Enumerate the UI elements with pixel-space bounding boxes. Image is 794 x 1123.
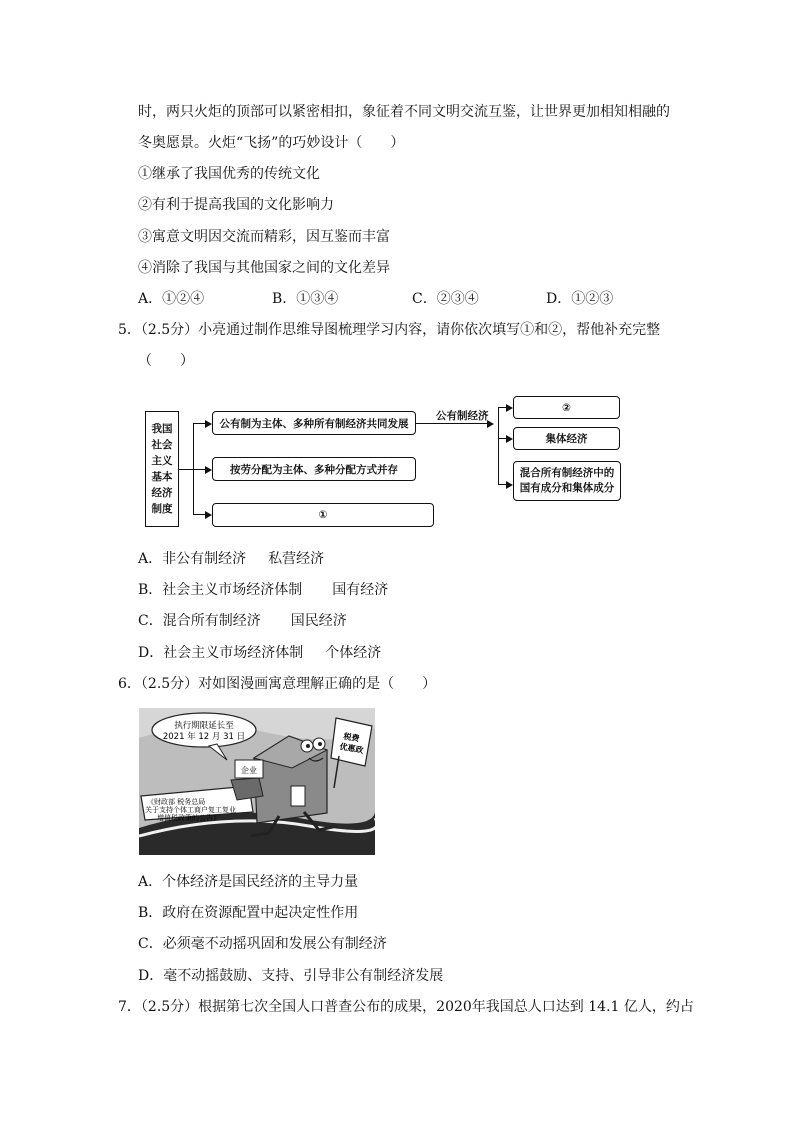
mind-map-root <box>145 411 179 527</box>
cartoon-house-label: 企业 <box>241 766 257 775</box>
arrowhead <box>506 404 513 412</box>
root-char: 我国 <box>151 423 173 435</box>
cartoon-sign-text-2: 优惠政 <box>338 742 365 756</box>
arrowhead <box>487 420 494 428</box>
q5-option-a-label: A．非公有制经济 <box>138 551 247 567</box>
mind-map-diagram <box>144 395 628 535</box>
q5-option-c[interactable] <box>138 611 347 631</box>
arrowhead <box>506 435 513 443</box>
q7-stem: 7．（2.5分）根据第七次全国人口普查公布的成果，2020年我国总人口达到 14.1 亿人，约占 <box>118 999 694 1015</box>
q4-item-2: ②有利于提高我国的文化影响力 <box>138 197 334 213</box>
q4-option-c[interactable]: C．②③④ <box>412 291 479 307</box>
root-char: 经济 <box>151 487 173 499</box>
arrowhead <box>205 420 212 428</box>
q5-option-c-label: C．混合所有制经济 <box>138 613 261 629</box>
q4-item-4: ④消除了我国与其他国家之间的文化差异 <box>138 260 390 276</box>
q6-option-b[interactable]: B．政府在资源配置中起决定性作用 <box>138 905 359 921</box>
sub-mixed-line2: 国有成分和集体成分 <box>519 482 615 494</box>
blank-2-box: ② <box>513 396 620 419</box>
cartoon-bubble-text-2: 2021 年 12 月 31 日 <box>162 732 246 742</box>
blank-1-box: ① <box>212 503 434 527</box>
cartoon-doc-line3: 增值税政策的公告》 <box>157 814 220 822</box>
q4-option-a[interactable]: A．①②④ <box>138 291 205 307</box>
q5-option-b-label: B．社会主义市场经济体制 <box>138 582 303 598</box>
arrow-label-public-economy: 公有制经济 <box>436 410 489 422</box>
connector <box>179 469 193 470</box>
q5-option-c-value: 国民经济 <box>290 613 347 629</box>
q6-option-c[interactable]: C．必须毫不动摇巩固和发展公有制经济 <box>138 936 387 952</box>
branch-public-ownership: 公有制为主体、多种所有制经济共同发展 <box>212 411 416 435</box>
q6-stem: 6．（2.5分）对如图漫画寓意理解正确的是（ ） <box>118 676 437 692</box>
q6-option-d[interactable]: D．毫不动摇鼓励、支持、引导非公有制经济发展 <box>138 968 444 984</box>
q4-option-b[interactable]: B．①③④ <box>272 291 339 307</box>
connector <box>416 423 488 424</box>
sub-mixed-line1: 混合所有制经济中的 <box>519 467 615 479</box>
q5-option-d-label: D．社会主义市场经济体制 <box>138 645 304 661</box>
cartoon-doc-line2: 关于支持个体工商户复工复业 <box>145 806 236 814</box>
arrowhead <box>205 511 212 519</box>
q5-option-a[interactable] <box>138 549 324 569</box>
q5-stem-line2: （ ） <box>138 353 194 369</box>
q5-stem-line1: 5．（2.5分）小亮通过制作思维导图梳理学习内容，请你依次填写①和②，帮他补充完整 <box>118 322 661 338</box>
q4-option-d[interactable]: D．①②③ <box>546 291 614 307</box>
q5-option-a-value: 私营经济 <box>268 551 325 567</box>
q4-stem-line2: 冬奥愿景。火炬“飞扬”的巧妙设计（ ） <box>138 135 405 151</box>
root-char: 社会 <box>151 439 173 451</box>
root-char: 基本 <box>151 471 173 483</box>
arrowhead <box>205 466 212 474</box>
q4-item-1: ①继承了我国优秀的传统文化 <box>138 166 320 182</box>
q4-item-3: ③寓意文明因交流而精彩，因互鉴而丰富 <box>138 229 390 245</box>
branch-distribution: 按劳分配为主体、多种分配方式并存 <box>212 457 416 481</box>
q5-option-d[interactable] <box>138 643 381 663</box>
sub-collective-economy: 集体经济 <box>513 427 620 450</box>
root-char: 主义 <box>151 455 173 467</box>
cartoon-drawing <box>139 708 375 855</box>
cartoon-image <box>139 708 375 855</box>
connector <box>498 407 499 485</box>
q5-option-b-value: 国有经济 <box>332 582 389 598</box>
q5-option-b[interactable] <box>138 580 388 600</box>
cartoon-doc-line1: 《财政部 税务总局 <box>147 798 206 806</box>
q4-stem-line1: 时，两只火炬的顶部可以紧密相扣，象征着不同文明交流互鉴，让世界更加相知相融的 <box>138 104 670 120</box>
root-char: 制度 <box>151 503 173 515</box>
cartoon-bubble-text-1: 执行期限延长至 <box>174 721 234 731</box>
q5-option-d-value: 个体经济 <box>325 645 382 661</box>
arrowhead <box>506 481 513 489</box>
q6-option-a[interactable]: A．个体经济是国民经济的主导力量 <box>138 874 359 890</box>
sub-mixed-ownership <box>513 461 621 501</box>
cartoon-sign-text-1: 税费 <box>342 731 361 744</box>
